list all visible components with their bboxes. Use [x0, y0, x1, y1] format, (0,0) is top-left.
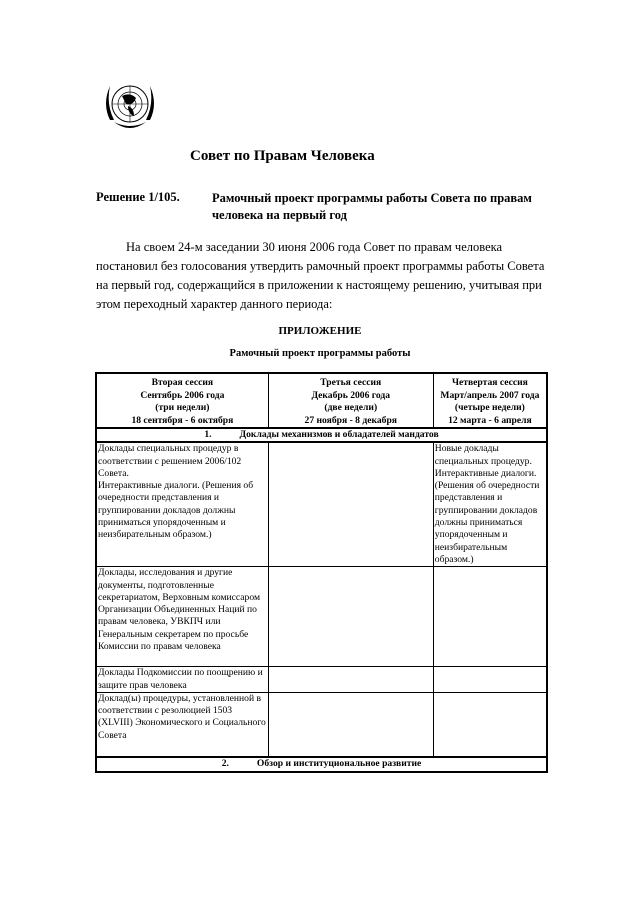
- header-cell: [268, 373, 433, 428]
- council-title: Совет по Правам Человека: [190, 148, 375, 164]
- cell-text: Доклады специальных процедур в соответствии с решением 2006/102 Совета.: [98, 443, 242, 479]
- table-cell: [268, 692, 433, 757]
- session-month: Сентябрь 2006 года: [140, 389, 225, 401]
- table-cell: Новые доклады специальных процедур. Интерактивные диалоги. (Решения об очередности представления и группировании докладов должны приниматься упорядоченным и неизбирательным образом.): [433, 442, 547, 566]
- header-cell: [433, 373, 547, 428]
- cell-text: Интерактивные диалоги. (Решения об очередности представления и группировании докладов должны приниматься упорядоченным и неизбирательным образом.): [98, 480, 254, 541]
- table-row: [96, 692, 547, 757]
- section-row: [96, 428, 547, 442]
- session-name: Вторая сессия: [151, 377, 214, 388]
- session-name: Третья сессия: [320, 377, 382, 388]
- annex-subtitle: Рамочный проект программы работы: [229, 348, 411, 359]
- table-row: [96, 567, 547, 667]
- decision-title: Рамочный проект программы работы Совета по правам человека на первый год: [212, 191, 532, 222]
- section-number: 2.: [221, 758, 229, 770]
- session-dates: 12 марта - 6 апреля: [448, 414, 532, 426]
- decision-number: Решение 1/105.: [96, 190, 180, 204]
- table-cell: [433, 667, 547, 693]
- section-number: 1.: [204, 429, 212, 440]
- session-month: Декабрь 2006 года: [311, 389, 391, 401]
- table-cell: Доклад(ы) процедуры, установленной в соответствии с резолюцией 1503 (XLVIII) Экономического и Социального Совета: [96, 692, 268, 757]
- header-row: [96, 373, 547, 428]
- session-dates: 18 сентября - 6 октября: [131, 414, 234, 426]
- table-cell: [96, 442, 268, 566]
- session-duration: (четыре недели): [454, 402, 525, 413]
- table-cell: [433, 567, 547, 667]
- decision-paragraph: На своем 24-м заседании 30 июня 2006 года Совет по правам человека постановил без голосования утвердить рамочный проект программы работы Совета на первый год, содержащийся в приложении к настоящему решению, учитывая при этом переходный характер данного периода:: [96, 240, 545, 311]
- table-cell: Доклады Подкомиссии по поощрению и защите прав человека: [96, 667, 268, 693]
- table-row: [96, 667, 547, 693]
- section-row: [96, 757, 547, 771]
- table-cell: [268, 567, 433, 667]
- table-cell: Доклады, исследования и другие документы, подготовленные секретариатом, Верховным комиссаром Организации Объединенных Наций по правам человека, УВКПЧ или Генеральным секретарем по просьбе Комиссии по правам человека: [96, 567, 268, 667]
- section-cell: [96, 757, 547, 771]
- section-title: Обзор и институциональное развитие: [256, 758, 422, 770]
- table-row: [96, 442, 547, 566]
- session-dates: 27 ноября - 8 декабря: [304, 414, 397, 426]
- annex-title: ПРИЛОЖЕНИЕ: [278, 325, 362, 337]
- session-duration: (две недели): [324, 402, 378, 413]
- table-cell: [268, 667, 433, 693]
- table-cell: [268, 442, 433, 566]
- section-cell: [96, 428, 547, 442]
- session-name: Четвертая сессия: [451, 377, 528, 388]
- session-month: Март/апрель 2007 года: [440, 389, 540, 401]
- un-emblem-logo: [100, 76, 160, 140]
- session-duration: (три недели): [155, 402, 210, 413]
- table-cell: [433, 692, 547, 757]
- work-programme-table: [95, 372, 548, 773]
- section-title: Доклады механизмов и обладателей мандатов: [239, 429, 439, 440]
- header-cell: [96, 373, 268, 428]
